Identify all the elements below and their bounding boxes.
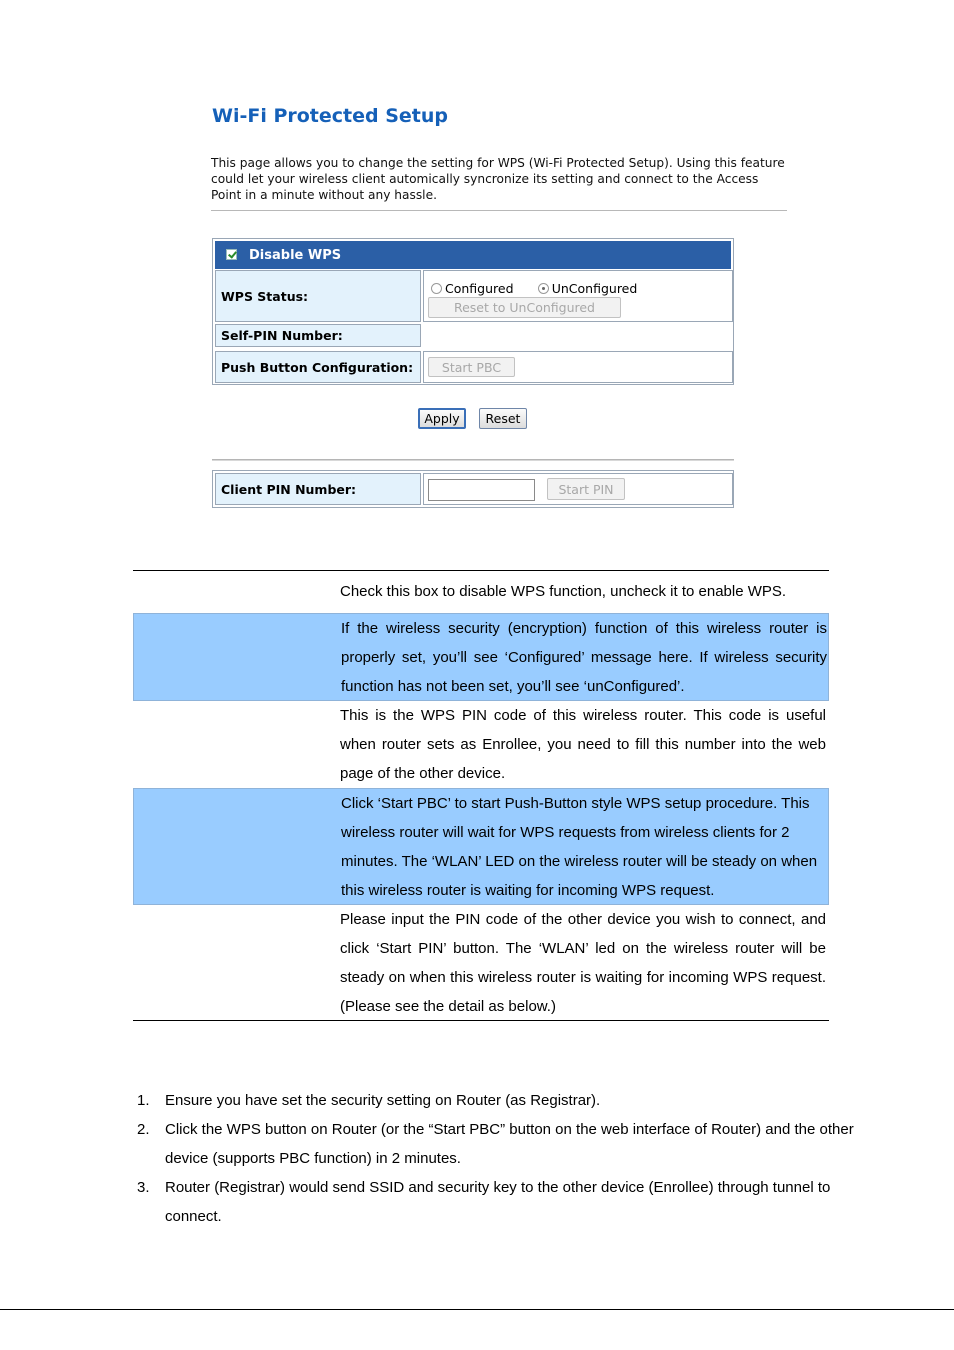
steps-list <box>137 1086 859 1231</box>
self-pin-label: Self-PIN Number: <box>215 324 421 347</box>
step-number: 2. <box>137 1121 150 1138</box>
reset-button[interactable]: Reset <box>479 408 527 429</box>
page-description: This page allows you to change the setting for WPS (Wi-Fi Protected Setup). Using this feature could let your wireless client automically syncronize its setting and connect to the Access Point in a minute without any hassle. <box>211 156 785 202</box>
param-description: This is the WPS PIN code of this wireless router. This code is useful when router sets as Enrollee, you need to fill this number into the web page of the other device. <box>340 707 826 782</box>
step-text: Click the WPS button on Router (or the “Start PBC” button on the web interface of Router) and the other device (supports PBC function) in 2 minutes. <box>165 1121 854 1167</box>
start-pin-button[interactable]: Start PIN <box>547 478 625 500</box>
wps-status-label: WPS Status: <box>215 270 421 322</box>
disable-wps-label: Disable WPS <box>249 248 342 263</box>
list-item <box>137 1115 859 1173</box>
step-number: 3. <box>137 1179 150 1196</box>
client-pin-label: Client PIN Number: <box>215 473 421 505</box>
list-item <box>137 1173 859 1231</box>
disable-wps-checkbox[interactable] <box>226 249 237 260</box>
param-description: If the wireless security (encryption) function of this wireless router is properly set, you’ll see ‘Configured’ message here. If wireless security function has not been set, you’ll see ‘unConfigured’. <box>341 620 827 695</box>
disable-wps-row <box>215 241 731 269</box>
table-rule <box>133 1020 829 1021</box>
param-row <box>133 613 829 701</box>
divider <box>211 210 787 211</box>
client-pin-input[interactable] <box>428 479 535 501</box>
wps-status-cell <box>423 270 733 322</box>
param-description: Please input the PIN code of the other device you wish to connect, and click ‘Start PIN’ button. The ‘WLAN’ led on the wireless router will be steady on when this wireless router is waiting for incoming WPS request. (Please see the detail as below.) <box>340 911 826 1015</box>
start-pbc-button[interactable]: Start PBC <box>428 357 515 377</box>
step-text: Router (Registrar) would send SSID and security key to the other device (Enrollee) through tunnel to connect. <box>165 1179 831 1225</box>
client-pin-table <box>212 470 734 508</box>
pbc-cell <box>423 351 733 383</box>
divider <box>212 459 734 461</box>
param-row <box>133 701 829 788</box>
reset-to-unconfigured-button[interactable]: Reset to UnConfigured <box>428 297 621 318</box>
unconfigured-radio-label: UnConfigured <box>551 281 638 296</box>
list-item <box>137 1086 859 1115</box>
step-number: 1. <box>137 1092 150 1109</box>
param-row <box>133 571 829 613</box>
configured-radio-label: Configured <box>445 281 514 296</box>
apply-button[interactable]: Apply <box>418 408 466 429</box>
param-row <box>133 905 829 1020</box>
self-pin-value <box>423 324 733 347</box>
param-description: Click ‘Start PBC’ to start Push-Button style WPS setup procedure. This wireless router will wait for WPS requests from wireless clients for 2 minutes. The ‘WLAN’ LED on the wireless router will be steady on when this wireless router is waiting for incoming WPS request. <box>341 795 818 899</box>
configured-radio[interactable] <box>431 283 442 294</box>
page-title: Wi-Fi Protected Setup <box>212 105 449 127</box>
param-row <box>133 788 829 905</box>
unconfigured-radio[interactable] <box>538 283 549 294</box>
param-description: Check this box to disable WPS function, uncheck it to enable WPS. <box>340 583 787 600</box>
pbc-label: Push Button Configuration: <box>215 351 421 383</box>
step-text: Ensure you have set the security setting on Router (as Registrar). <box>165 1092 601 1109</box>
wps-settings-table <box>212 238 734 385</box>
footer-rule <box>0 1309 954 1310</box>
